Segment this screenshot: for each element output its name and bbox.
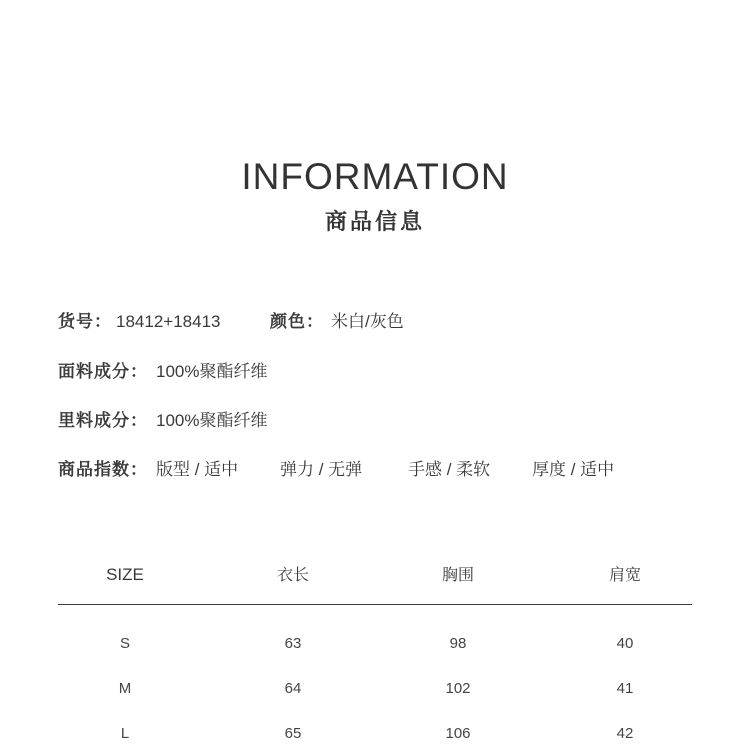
index-stretch: 弹力 / 无弹 xyxy=(280,460,363,479)
color-value: 米白/灰色 xyxy=(331,312,404,331)
index-thickness: 厚度 / 适中 xyxy=(532,460,615,479)
index-feel: 手感 / 柔软 xyxy=(408,460,491,479)
info-row-index xyxy=(58,458,692,482)
lining-value: 100%聚酯纤维 xyxy=(156,411,268,430)
lining-label: 里料成分： xyxy=(58,411,148,431)
color-label: 颜色： xyxy=(270,312,324,332)
table-row xyxy=(58,722,692,746)
cell-chest: 98 xyxy=(449,635,467,652)
table-divider xyxy=(58,604,692,605)
info-row-item-color xyxy=(58,310,692,334)
cell-size: M xyxy=(118,680,132,697)
index-label: 商品指数： xyxy=(58,460,148,480)
cell-shoulder: 41 xyxy=(616,680,634,697)
fabric-value: 100%聚酯纤维 xyxy=(156,362,268,381)
fabric-label: 面料成分： xyxy=(58,362,148,382)
cell-size: S xyxy=(119,635,130,652)
page-title-cn: 商品信息 xyxy=(324,210,425,235)
header-chest: 胸围 xyxy=(441,565,474,584)
cell-length: 65 xyxy=(284,725,302,742)
header-size: SIZE xyxy=(106,565,144,584)
cell-length: 64 xyxy=(284,680,302,697)
item-no-value: 18412+18413 xyxy=(116,312,221,331)
table-row xyxy=(58,632,692,656)
cell-chest: 106 xyxy=(445,725,471,742)
page-title-en: INFORMATION xyxy=(241,156,509,197)
info-row-fabric xyxy=(58,360,692,384)
header-shoulder: 肩宽 xyxy=(608,565,641,584)
size-table-header xyxy=(58,563,692,589)
info-row-lining xyxy=(58,409,692,433)
header-length: 衣长 xyxy=(276,565,309,584)
cell-shoulder: 42 xyxy=(616,725,634,742)
table-row xyxy=(58,677,692,701)
index-fit: 版型 / 适中 xyxy=(156,460,239,479)
cell-shoulder: 40 xyxy=(616,635,634,652)
item-no-label: 货号： xyxy=(58,312,112,332)
cell-size: L xyxy=(120,725,130,742)
cell-length: 63 xyxy=(284,635,302,652)
cell-chest: 102 xyxy=(445,680,471,697)
